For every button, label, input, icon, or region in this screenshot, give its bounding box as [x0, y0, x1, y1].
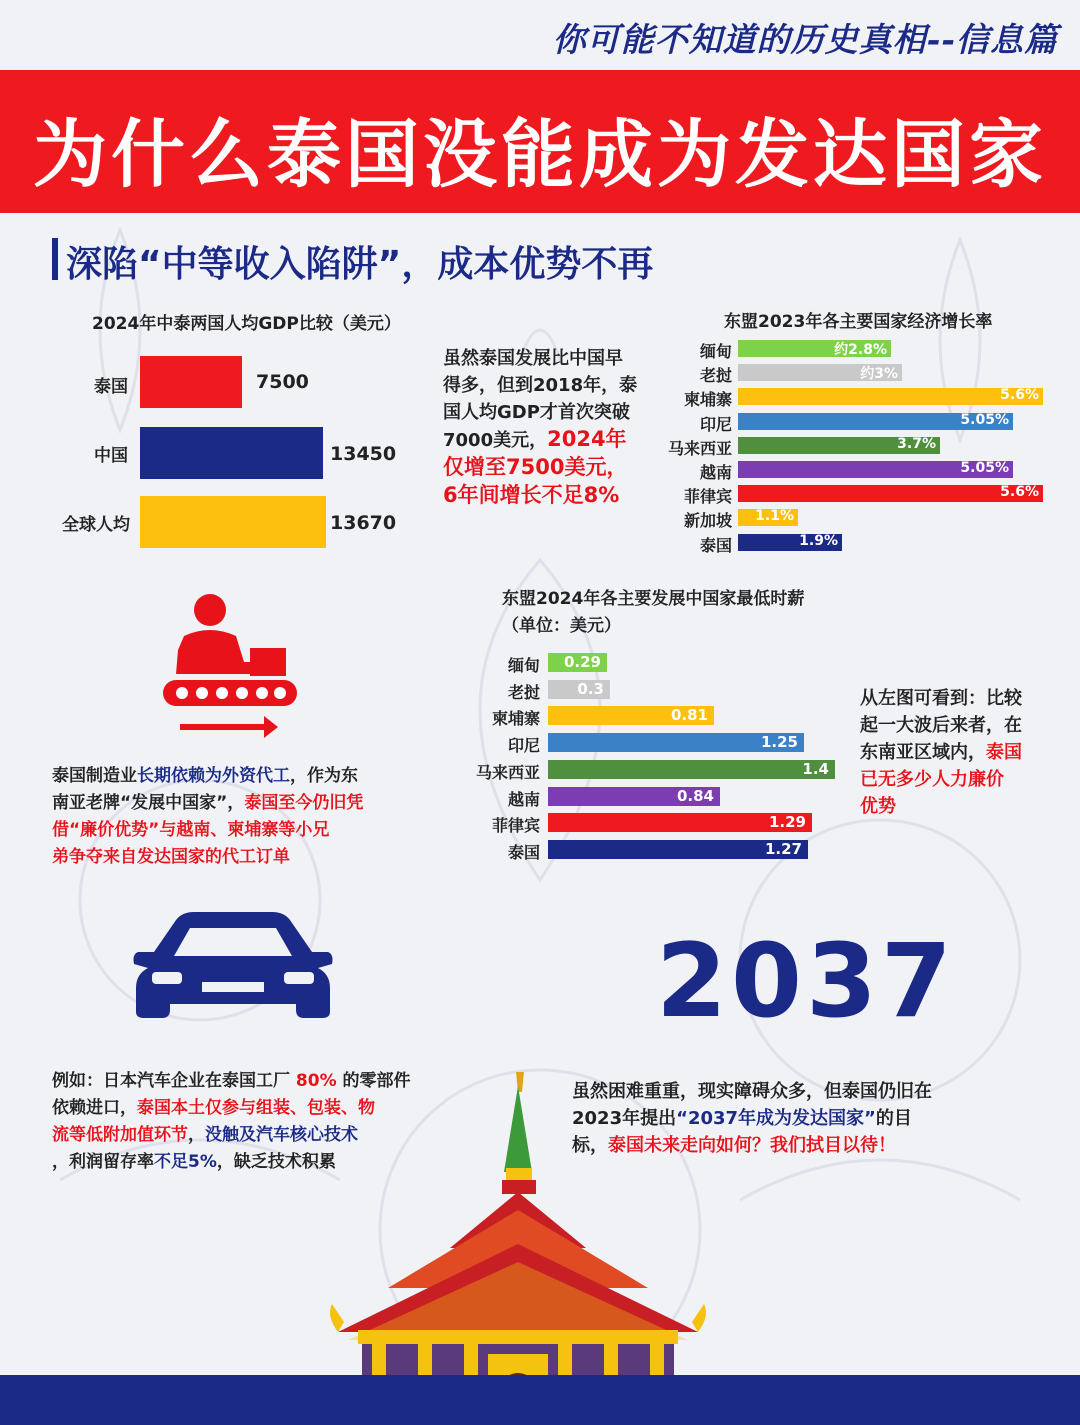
growth-label: 印尼	[699, 414, 732, 434]
growth-label: 菲律宾	[683, 487, 732, 507]
text-run: 东南亚区域内，	[860, 742, 986, 763]
gdp-label-global: 全球人均	[62, 515, 130, 535]
text-run: 例如：日本汽车企业在泰国工厂	[52, 1071, 296, 1091]
growth-label: 泰国	[699, 535, 732, 555]
wage-note-paragraph	[860, 685, 1022, 820]
section-heading: 深陷“中等收入陷阱”，成本优势不再	[66, 244, 654, 285]
paragraph-line	[443, 454, 637, 482]
text-run: 从左图可看到：比较	[860, 688, 1022, 709]
text-run: 泰国	[986, 742, 1022, 763]
gdp-note-paragraph	[443, 345, 637, 510]
text-run: 的目	[875, 1108, 912, 1129]
text-run: 7000美元，	[443, 430, 548, 451]
paragraph-line	[443, 426, 637, 454]
manufacturing-paragraph	[52, 763, 363, 871]
growth-value-label: 5.6%	[1000, 387, 1039, 404]
wage-value-label: 1.4	[802, 759, 829, 778]
wage-value-label: 0.3	[577, 679, 604, 698]
wage-label: 马来西亚	[475, 762, 540, 782]
growth-value-label: 约3%	[860, 366, 898, 383]
wage-label: 老挝	[507, 682, 540, 702]
thai-temple-illustration	[318, 1072, 718, 1425]
wage-label: 印尼	[507, 736, 540, 756]
growth-chart-title: 东盟2023年各主要国家经济增长率	[724, 312, 993, 332]
wage-value-label: 0.29	[563, 653, 601, 671]
wage-label: 缅甸	[507, 656, 540, 675]
gdp-label-china: 中国	[94, 446, 128, 466]
text-run: “2037年成为发达国家”	[676, 1108, 876, 1129]
target-year: 2037	[656, 922, 956, 1041]
paragraph-line	[443, 345, 637, 372]
page-title: 为什么泰国没能成为发达国家	[33, 112, 1047, 198]
paragraph-line	[860, 766, 1022, 793]
text-run: 6年间增长不足8%	[443, 483, 620, 507]
growth-value-label: 约2.8%	[834, 342, 887, 358]
growth-value-label: 1.1%	[755, 508, 794, 525]
gdp-value-global: 13670	[330, 512, 397, 534]
growth-label: 马来西亚	[667, 438, 732, 458]
text-run: 弟争夺来自发达国家的代工订单	[52, 847, 290, 867]
text-run: 长期依赖为外资代工	[137, 766, 290, 786]
text-run: 优势	[860, 796, 896, 817]
worker-conveyor-icon	[160, 592, 300, 742]
text-run: ，缺乏技术积累	[216, 1152, 336, 1172]
text-run: ，利润留存率	[52, 1152, 154, 1172]
paragraph-line	[860, 793, 1022, 820]
wage-label: 越南	[507, 789, 540, 809]
paragraph-line	[860, 685, 1022, 712]
text-run: 2024年	[547, 427, 627, 451]
paragraph-line	[443, 372, 637, 399]
growth-label: 新加坡	[683, 511, 732, 531]
gdp-chart-title: 2024年中泰两国人均GDP比较（美元）	[92, 314, 401, 334]
growth-value-label: 1.9%	[799, 532, 838, 549]
text-run: 标，	[572, 1135, 608, 1156]
gdp-bar-china	[140, 427, 323, 479]
gdp-value-china: 13450	[330, 443, 397, 465]
wage-value-label: 1.27	[764, 839, 802, 858]
gdp-bar-thailand	[140, 356, 242, 408]
growth-value-label: 3.7%	[897, 435, 936, 452]
text-run: 流等低附加值环节	[52, 1125, 188, 1145]
car-icon	[132, 912, 334, 1024]
wage-label: 柬埔寨	[491, 709, 540, 729]
wage-chart-unit: （单位：美元）	[502, 616, 621, 636]
text-run: 没触及汽车核心技术	[205, 1125, 358, 1145]
wage-value-label: 0.84	[676, 786, 714, 805]
growth-label: 越南	[699, 463, 732, 482]
paragraph-line	[443, 399, 637, 426]
growth-label: 缅甸	[699, 342, 732, 361]
text-run: 起一大波后来者，在	[860, 715, 1022, 736]
paragraph-line	[52, 790, 363, 817]
text-run: ，作为东	[290, 766, 358, 786]
paragraph-line	[52, 817, 363, 844]
text-run: 已无多少人力廉价	[860, 769, 1004, 790]
text-run: 依赖进口，	[52, 1098, 137, 1118]
paragraph-line	[860, 739, 1022, 766]
gdp-bar-global	[140, 496, 326, 548]
paragraph-line	[52, 763, 363, 790]
text-run: 借“廉价优势”与越南、柬埔寨等小兄	[52, 820, 330, 840]
gdp-label-thailand: 泰国	[94, 377, 128, 397]
text-run: 虽然困难重重，现实障碍众多，但泰国仍旧在	[572, 1081, 932, 1102]
text-run: 泰国制造业	[52, 766, 137, 786]
gdp-value-thailand: 7500	[256, 371, 309, 393]
wage-value-label: 0.81	[670, 706, 708, 725]
text-run: 得多，但到2018年，泰	[443, 375, 638, 396]
paragraph-line	[52, 844, 363, 871]
section-accent-bar	[52, 238, 58, 280]
growth-label: 柬埔寨	[683, 390, 732, 410]
text-run: 泰国未来走向如何？我们拭目以待！	[608, 1135, 896, 1156]
series-subtitle: 你可能不知道的历史真相--信息篇	[552, 20, 1058, 59]
footer-bar	[0, 1375, 1080, 1425]
growth-value-label: 5.6%	[1000, 484, 1039, 501]
paragraph-line	[860, 712, 1022, 739]
text-run: 不足5%	[154, 1152, 217, 1172]
text-run: 虽然泰国发展比中国早	[443, 348, 623, 369]
title-banner	[0, 70, 1080, 213]
text-run: 80%	[295, 1071, 337, 1091]
paragraph-line	[443, 482, 637, 510]
wage-value-label: 1.29	[768, 813, 806, 832]
text-run: 2023年提出	[572, 1108, 677, 1129]
text-run: 泰国本土仅参与组装、包装、物	[137, 1098, 375, 1118]
text-run: 仅增至7500美元，	[443, 455, 628, 479]
text-run: 泰国至今仍旧凭	[244, 793, 364, 813]
growth-value-label: 5.05%	[960, 411, 1009, 428]
text-run: ，	[188, 1125, 205, 1145]
wage-chart-title: 东盟2024年各主要发展中国家最低时薪	[502, 589, 805, 609]
text-run: 南亚老牌“发展中国家”，	[52, 793, 245, 813]
growth-label: 老挝	[699, 366, 732, 386]
growth-value-label: 5.05%	[960, 460, 1009, 476]
text-run: 国人均GDP才首次突破	[443, 402, 630, 423]
wage-value-label: 1.25	[760, 733, 798, 752]
wage-label: 菲律宾	[491, 816, 540, 836]
text-run: 的零部件	[336, 1071, 411, 1091]
wage-label: 泰国	[507, 842, 540, 862]
